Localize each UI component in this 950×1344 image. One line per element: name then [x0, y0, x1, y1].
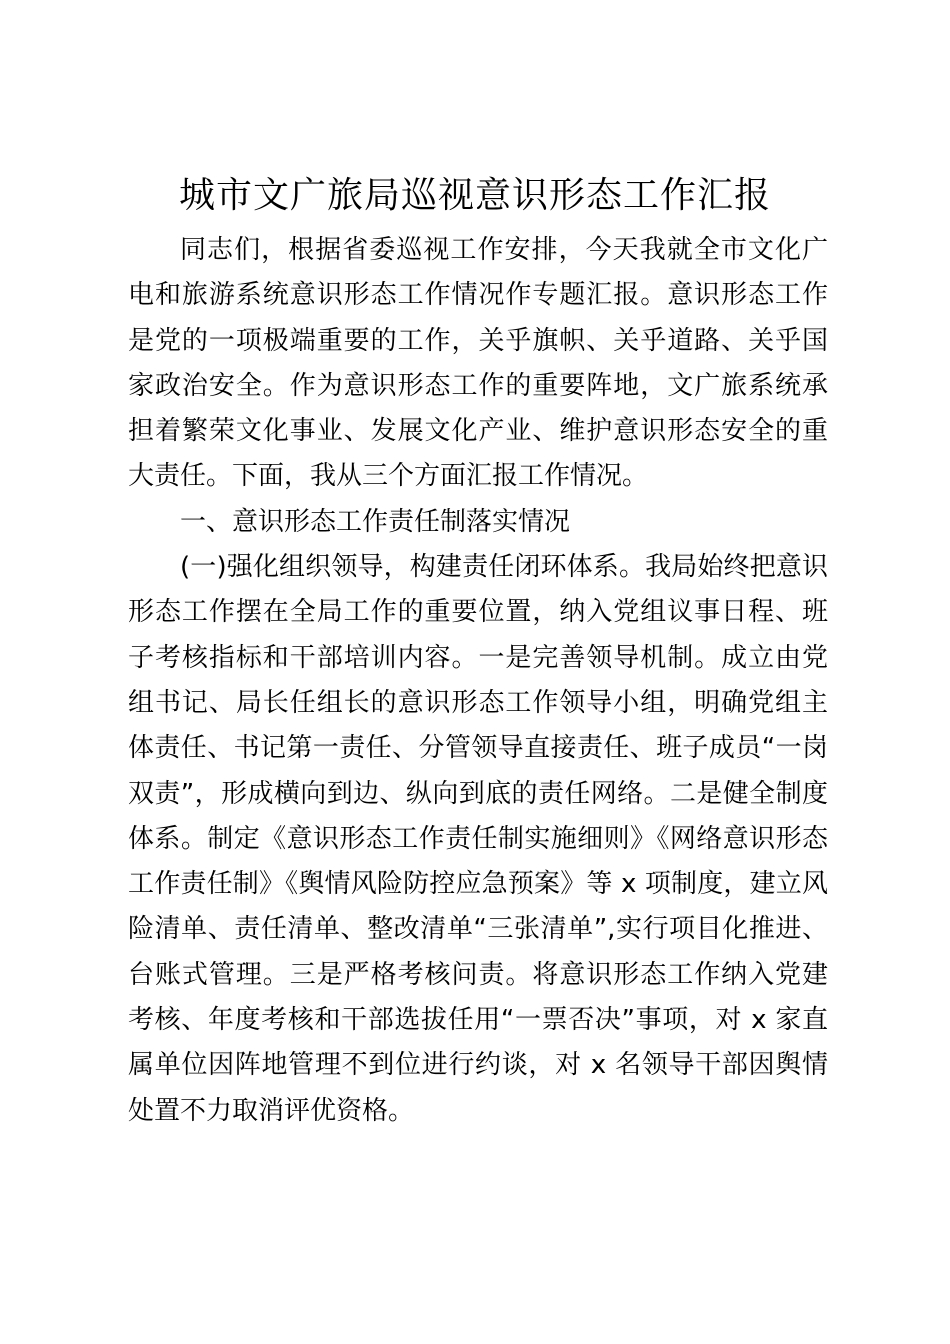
paragraph-section-one: (一)强化组织领导，构建责任闭环体系。我局始终把意识形态工作摆在全局工作的重要位置，纳入党组议事日程、班子考核指标和干部培训内容。一是完善领导机制。成立由党组书记、局长任组长的意识形态工作领导小组，明确党组主体责任、书记第一责任、分管领导直接责任、班子成员“一岗双责”，形成横向到边、纵向到底的责任网络。二是健全制度体系。制定《意识形态工作责任制实施细则》《网络意识形态工作责任制》《舆情风险防控应急预案》等 x 项制度，建立风险清单、责任清单、整改清单“三张清单”,实行项目化推进、台账式管理。三是严格考核问责。将意识形态工作纳入党建考核、年度考核和干部选拔任用“一票否决”事项，对 x 家直属单位因阵地管理不到位进行约谈，对 x 名领导干部因舆情处置不力取消评优资格。 — [128, 552, 828, 1126]
document-body — [128, 228, 828, 1134]
section-heading: 一、意识形态工作责任制落实情况 — [180, 506, 571, 537]
document-title: 城市文广旅局巡视意识形态工作汇报 — [178, 175, 771, 216]
paragraph-intro: 同志们，根据省委巡视工作安排，今天我就全市文化广电和旅游系统意识形态工作情况作专题汇报。意识形态工作是党的一项极端重要的工作，关乎旗帜、关乎道路、关乎国家政治安全。作为意识形态工作的重要阵地，文广旅系统承担着繁荣文化事业、发展文化产业、维护意识形态安全的重大责任。下面，我从三个方面汇报工作情况。 — [128, 235, 828, 492]
